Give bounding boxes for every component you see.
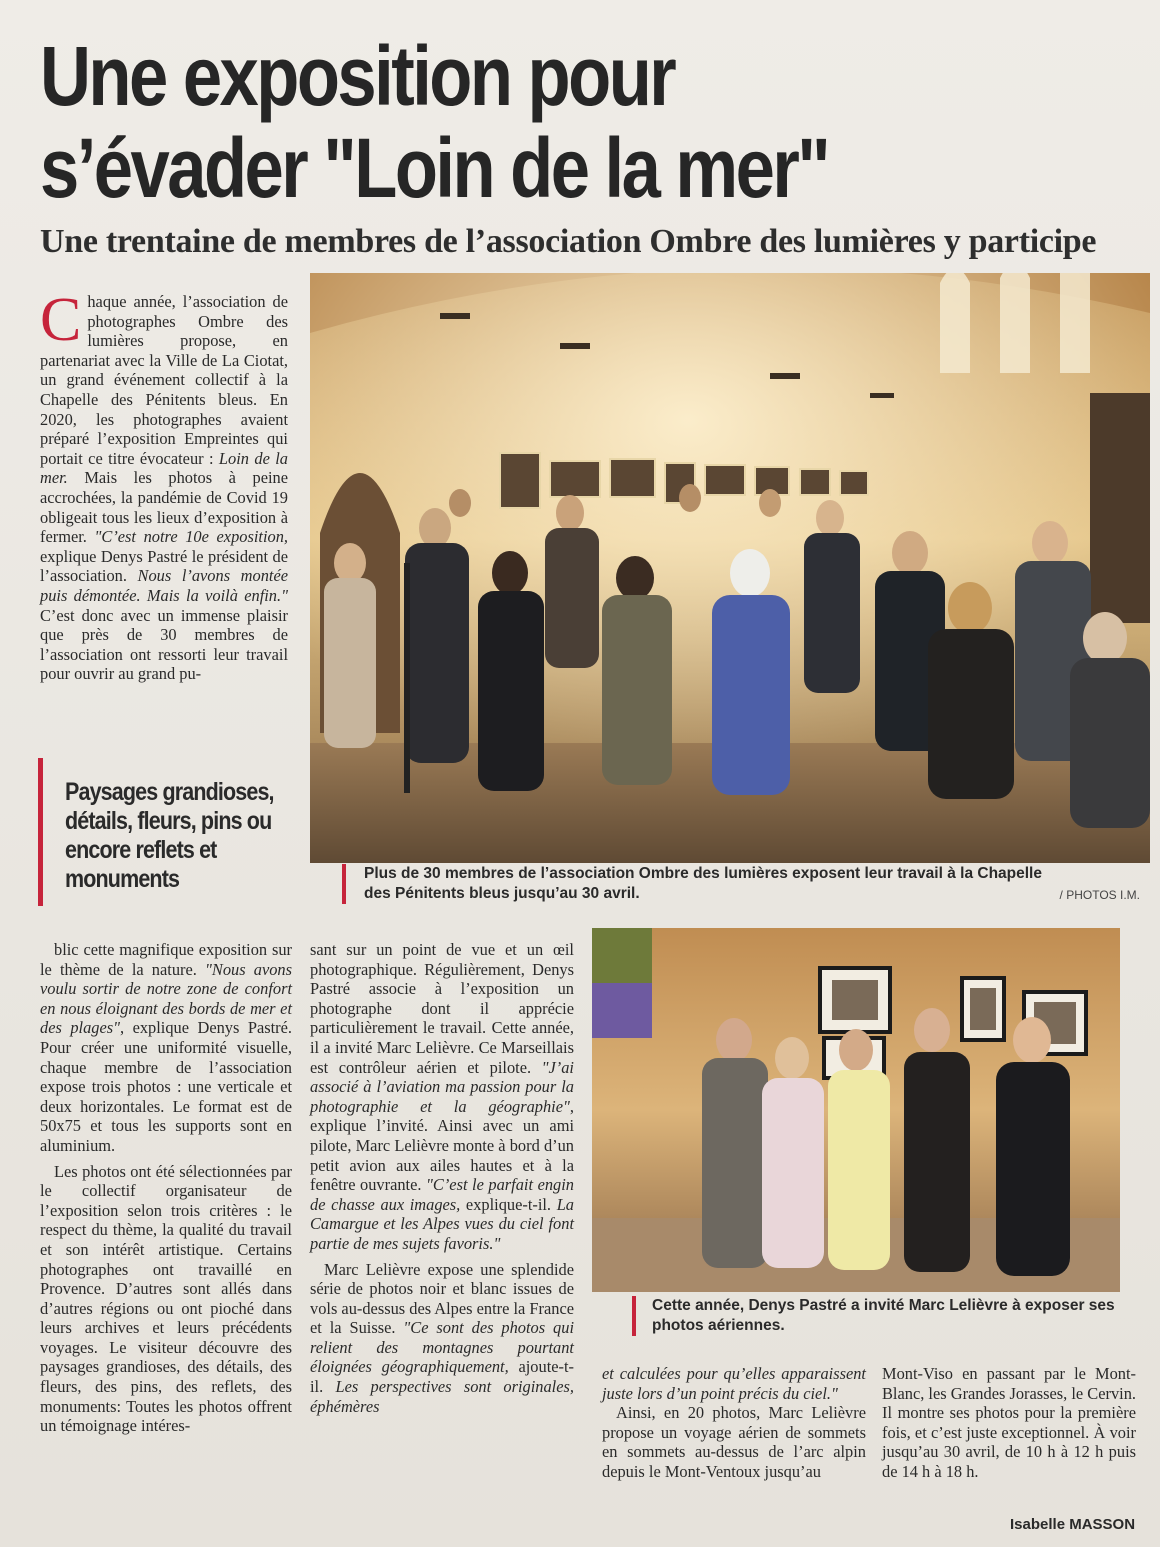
col2-p2-italic-2: Les perspectives sont originales, éphémères: [310, 1377, 574, 1416]
caption-accent-bar-1: [342, 864, 346, 904]
photo-credit: / PHOTOS I.M.: [1059, 888, 1140, 902]
exhibition-crowd-image: [310, 273, 1150, 863]
pull-quote-line: Paysages grandioses, détails, fleurs, pins ou encore reflets et monuments: [65, 778, 274, 893]
col1-p1-italic: "Nous avons voulu sortir de notre zone de confort en nous éloignant des bords de mer et des plages": [40, 959, 292, 1038]
lead-text-a: haque année, l’association de photographes Ombre des lumières propose, en partenariat avec la Ville de La Ciotat, un grand événement collectif à la Chapelle des Pénitents bleus. En 2020, les photographes avaient préparé l’exposition Empreintes qui portait ce titre évocateur :: [40, 292, 288, 468]
col2-paragraph-1: [310, 940, 574, 1254]
headline-line-1: Une exposition pour: [40, 29, 675, 123]
lead-text-c-italic: Nous l’avons montée puis démontée. Mais la voilà enfin.": [40, 566, 288, 605]
headline-line-2: s’évader "Loin de la mer": [40, 121, 829, 215]
headline: [40, 30, 964, 214]
col2-p1-text-b: , explique l’invité. Ainsi avec un ami pilote, Marc Lelièvre monte à bord d’un petit avion aux ailes hautes et à la fenêtre ouvrante.: [310, 1096, 574, 1195]
invited-photographer-image: [592, 928, 1120, 1292]
drop-cap: C: [40, 286, 82, 354]
col2-p1-italic: "J’ai associé à l’aviation ma passion pour la photographie et la géographie": [310, 1057, 574, 1116]
col3-paragraph-2: Ainsi, en 20 photos, Marc Lelièvre propose un voyage aérien de sommets en sommets au-dessus de l’arc alpin depuis le Mont-Ventoux jusqu’au: [602, 1403, 866, 1481]
col1-paragraph-1: [40, 940, 292, 1156]
col4-paragraph-1: Mont-Viso en passant par le Mont-Blanc, les Grandes Jorasses, le Cervin. Il montre ses photos pour la première fois, et c’est juste exceptionnel. À voir jusqu’au 30 avril, de 10 h à 12 h puis de 14 h à 18 h.: [882, 1364, 1136, 1481]
pull-quote: [38, 758, 301, 906]
col1-p1-text-a: blic cette magnifique exposition sur le thème de la nature.: [40, 940, 292, 979]
lead-text-b: Mais les photos à peine accrochées, la pandémie de Covid 19 obligeait tous les lieux d’exposition à fermer.: [40, 468, 288, 547]
pull-quote-text: [65, 778, 274, 894]
photo2-caption: Cette année, Denys Pastré a invité Marc Lelièvre à exposer ses photos aériennes.: [652, 1297, 1115, 1334]
lead-text-a-italic: Loin de la mer.: [40, 448, 288, 488]
col2-p1-text-c: explique-t-il.: [460, 1194, 557, 1214]
col2-paragraph-2: [310, 1260, 574, 1417]
col2-p2-text-b: ajoute-t-il.: [310, 1357, 574, 1397]
col3-paragraph-1: [602, 1364, 866, 1403]
body-column-2: [310, 940, 574, 1416]
col2-p2-text-a: Marc Lelièvre expose une splendide série de photos noir et blanc issues de vols au-dessus des Alpes entre la France et la Suisse.: [310, 1259, 575, 1338]
col2-p1-italic-2: "C’est le parfait engin de chasse aux images,: [310, 1175, 574, 1214]
body-column-4: [882, 1364, 1136, 1482]
lead-text-b-italic: "C’est notre 10e exposition,: [94, 527, 288, 547]
caption-accent-bar-2: [632, 1296, 636, 1336]
lead-paragraph: [40, 286, 288, 684]
col2-p2-italic: "Ce sont des photos qui relient des montagnes pourtant éloignées géographiquement,: [310, 1318, 574, 1377]
col2-p1-text-a: sant sur un point de vue et un œil photographique. Régulièrement, Denys Pastré associe à l’exposition un photographe dont il apprécie particulièrement le travail. Cette année, il a invité Marc Lelièvre. Ce Marseillais est contrôleur aérien et pilote.: [310, 940, 574, 1077]
col3-p1-italic: et calculées pour qu’elles apparaissent juste lors d’un point précis du ciel.": [602, 1364, 866, 1403]
col1-paragraph-2: Les photos ont été sélectionnées par le collectif organisateur de l’exposition selon trois critères : le respect du thème, la qualité du travail et son intérêt artistique. Certains photographes ont travaillé en Provence. D’autres sont allés dans d’autres régions ou ont pioché dans leurs archives et leurs précédents voyages. Le visiteur découvre des paysages grandioses, des détails, des fleurs, des pins, des reflets, des monuments: Toutes les photos offrent un témoignage intéres-: [40, 1161, 292, 1436]
lead-text-c: explique Denys Pastré le président de l’association.: [40, 546, 288, 586]
lead-text-d: C’est donc avec un immense plaisir que près de 30 membres de l’association ont ressorti leur travail pour ouvrir au grand pu-: [40, 605, 288, 684]
col2-p1-italic-3: La Camargue et les Alpes vues du ciel font partie de mes sujets favoris.": [310, 1194, 574, 1253]
body-column-1: [40, 940, 292, 1436]
byline: Isabelle MASSON: [1010, 1516, 1136, 1533]
subheadline: Une trentaine de membres de l’association Ombre des lumières y participe: [40, 223, 1097, 260]
exhibition-crowd-photo: [310, 273, 1150, 863]
photo1-caption: Plus de 30 membres de l’association Ombre des lumières exposent leur travail à la Chapelle des Pénitents bleus jusqu’au 30 avril.: [364, 865, 1042, 902]
body-column-3: [602, 1364, 866, 1482]
col1-p1-text-b: , explique Denys Pastré. Pour créer une uniformité visuelle, chaque membre de l’association expose trois photos : une verticale et deux horizontales. Le format est de 50x75 et tous les supports sont en aluminium.: [40, 1018, 292, 1155]
invited-photographer-photo: [592, 928, 1120, 1292]
